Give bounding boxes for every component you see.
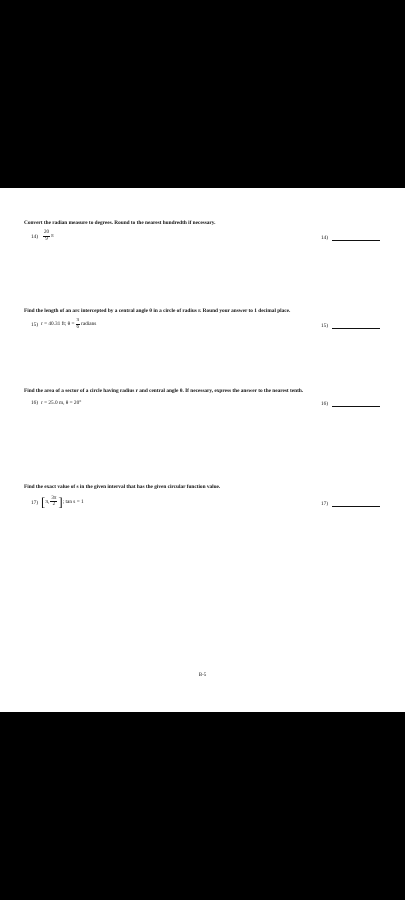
section-arc-length <box>24 308 382 332</box>
page-number: B-5 <box>198 673 207 678</box>
interval-start: π, <box>45 498 50 505</box>
problem-expression <box>41 495 84 508</box>
answer-blank[interactable] <box>332 400 380 407</box>
answer-blank[interactable] <box>332 500 380 507</box>
fraction-denominator: 2 <box>52 502 56 507</box>
expression-suffix: radians <box>81 321 97 327</box>
problem-number: 15) <box>31 322 39 328</box>
problem-expression <box>42 230 54 242</box>
answer-label: 17) <box>321 501 329 507</box>
instruction: Find the length of an arc intercepted by a central angle θ in a circle of radius r. Round your answer to 1 decimal place. <box>24 308 291 314</box>
answer-blank[interactable] <box>332 234 380 241</box>
condition: ; tan s = 1 <box>62 498 84 505</box>
answer-slot-17 <box>321 500 380 507</box>
instruction: Convert the radian measure to degrees. Round to the nearest hundredth if necessary. <box>24 220 216 226</box>
fraction-denominator: 9 <box>45 236 48 242</box>
answer-label: 15) <box>321 323 329 329</box>
right-bracket: ] <box>58 494 63 509</box>
answer-slot-16 <box>321 400 380 407</box>
answer-slot-14 <box>321 234 380 241</box>
fraction <box>43 230 50 242</box>
problem-17 <box>24 495 382 509</box>
problem-number: 17) <box>31 500 39 506</box>
left-bracket: [ <box>41 494 46 509</box>
problem-expression <box>41 318 96 330</box>
fraction-numerator: π <box>76 318 80 323</box>
problem-expression: r = 25.0 m, θ = 20° <box>41 400 82 406</box>
instruction: Find the exact value of s in the given interval that has the given circular function value. <box>24 484 221 490</box>
answer-label: 14) <box>321 235 329 241</box>
expression-prefix: r = 40.31 ft; θ = <box>41 321 75 327</box>
fraction <box>76 318 81 330</box>
answer-blank[interactable] <box>332 322 380 329</box>
fraction <box>50 496 57 508</box>
section-sector-area <box>24 388 382 410</box>
problem-16 <box>24 396 382 410</box>
section-circular-function <box>24 484 382 509</box>
problem-14 <box>24 230 382 244</box>
fraction-numerator: 3π <box>51 495 57 501</box>
fraction-denominator: 6 <box>76 324 80 330</box>
fraction-numerator: 20 <box>44 230 49 235</box>
instruction: Find the area of a sector of a circle having radius r and central angle θ. If necessary, express the answer to the nearest tenth. <box>24 388 304 394</box>
problem-15 <box>24 318 382 332</box>
problem-number: 14) <box>31 234 39 240</box>
pi-symbol: π <box>51 233 54 239</box>
worksheet-page <box>0 188 405 712</box>
answer-label: 16) <box>321 401 329 407</box>
section-radian-to-degrees <box>24 220 382 244</box>
problem-number: 16) <box>31 400 39 406</box>
answer-slot-15 <box>321 322 380 329</box>
